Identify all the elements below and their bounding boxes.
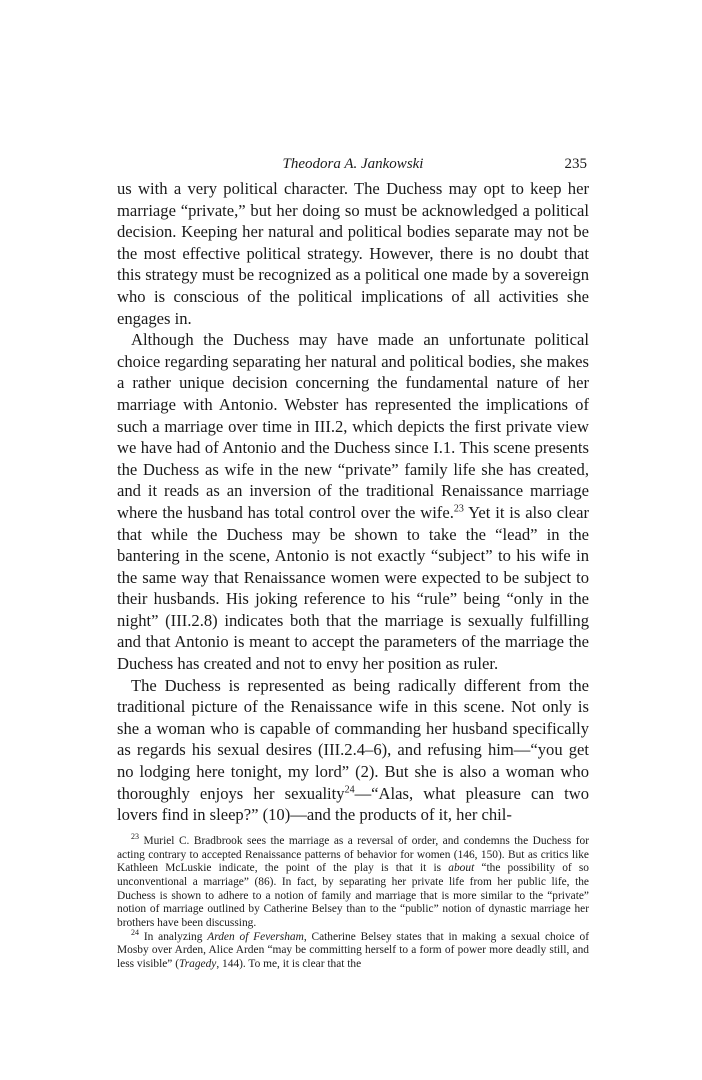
footnote-24-text-b: , Catherine Belsey states that in making a sexual choice of Mosby over Arden, Alice Arden “may be committing herself to a form of power more deadly still, and less visible” ( [117,930,590,971]
running-head-author: Theodora A. Jankowski [282,156,424,172]
footnote-ref-23: 23 [453,503,464,515]
running-head [117,150,589,174]
footnote-24-text-a: In analyzing [139,930,208,943]
footnote-23-text-a: Muriel C. Bradbrook sees the marriage as a reversal of order, and condemns the Duchess for acting contrary to accepted Renaissance patterns of behavior for women (146, 150). But as critics like Kathleen McLuskie indicate, the point of the play is that it is [117,834,589,875]
footnote-ref-24: 24 [344,784,355,796]
footnote-23-number: 23 [131,832,139,842]
paragraph-3-text-a: The Duchess is represented as being radically different from the traditional picture of the Renaissance wife in this scene. Not only is she a woman who is capable of commanding her husband specifically as regards his sexual desires (III.2.4–6), and refusing him—“you get no lodging here tonight, my lord” (2). But she is also a woman who thoroughly enjoys her sexuality [117,675,589,803]
paragraph-2-text-a: Although the Duchess may have made an unfortunate political choice regarding separating her natural and political bodies, she makes a rather unique decision concerning the fundamental nature of her marriage with Antonio. Webster has represented the implications of such a marriage over time in III.2, which depicts the first private view we have had of Antonio and the Duchess since I.1. This scene presents the Duchess as wife in the new “private” family life she has created, and it reads as an inversion of the traditional Renaissance marriage where the husband has total control over the wife. [117,330,589,522]
footnote-24-title-tragedy: Tragedy [179,958,217,971]
paragraph-2 [117,329,589,675]
paragraph-1 [117,178,589,329]
footnote-23-emphasis: about [448,862,475,875]
footnote-24-number: 24 [131,927,139,937]
footnotes [117,832,590,972]
book-page [117,150,589,972]
paragraph-1-text: us with a very political character. The Duchess may opt to keep her marriage “private,” but her doing so must be acknowledged a political decision. Keeping her natural and political bodies separate may not be the most effective political strategy. However, there is no doubt that this strategy must be recognized as a political one made by a sovereign who is conscious of the political implications of all activities she engages in. [117,179,589,328]
footnote-24 [117,927,590,972]
page-number: 235 [564,156,587,172]
body-text [117,178,589,826]
paragraph-2-text-b: Yet it is also clear that while the Duchess may be shown to take the “lead” in the bantering in the scene, Antonio is not exactly “subject” to his wife in the same way that Renaissance women were expected to be subject to their husbands. His joking reference to his “rule” being “only in the night” (III.2.8) indicates both that the marriage is sexually fulfilling and that Antonio is meant to accept the parameters of the marriage the Duchess has created and not to envy her position as ruler. [117,502,589,674]
paragraph-3 [117,675,589,826]
footnote-24-title-arden: Arden of Feversham [207,930,304,943]
footnote-24-text-c: , 144). To me, it is clear that the [216,958,362,971]
footnote-23 [117,832,589,931]
footnote-23-text-b: “the possibility of so unconventional a marriage” (86). In fact, by separating her private life from her public life, the Duchess is shown to adhere to a notion of family and marriage that is more similar to the “private” notion of marriage outlined by Catherine Belsey than to the “public” notion of dynastic marriage her brothers have been discussing. [117,862,589,930]
paragraph-3-text-b: —“Alas, what pleasure can two lovers find in sleep?” (10)—and the products of it, her chil- [117,783,589,825]
